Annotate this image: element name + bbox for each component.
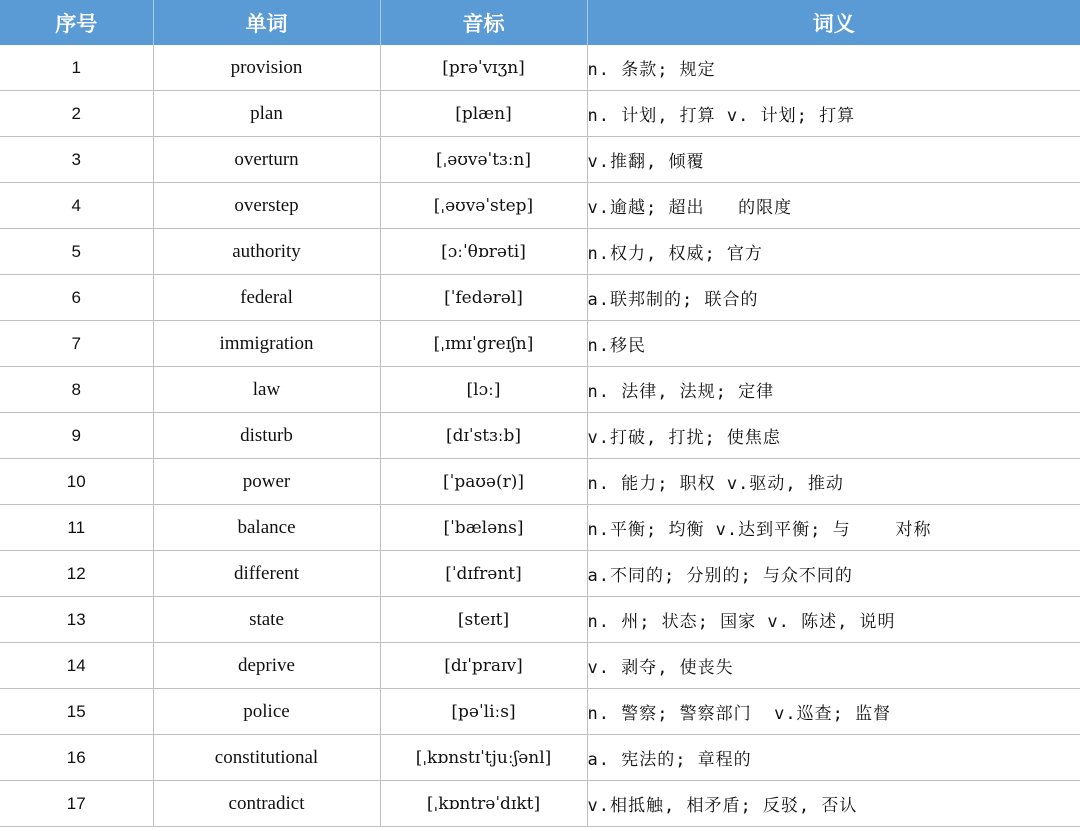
table-row <box>0 689 1080 735</box>
header-no: 序号 <box>0 0 153 45</box>
row-number: 5 <box>0 229 153 275</box>
table-row <box>0 459 1080 505</box>
row-number: 17 <box>0 781 153 827</box>
header-row <box>0 0 1080 45</box>
row-meaning: n. 条款; 规定 <box>587 45 1080 91</box>
row-number: 13 <box>0 597 153 643</box>
row-word: provision <box>153 45 380 91</box>
table-row <box>0 229 1080 275</box>
row-number: 3 <box>0 137 153 183</box>
row-number: 6 <box>0 275 153 321</box>
row-word: state <box>153 597 380 643</box>
row-phonetic: [plæn] <box>380 91 587 137</box>
header-word: 单词 <box>153 0 380 45</box>
row-meaning: a.联邦制的; 联合的 <box>587 275 1080 321</box>
row-meaning: v.打破, 打扰; 使焦虑 <box>587 413 1080 459</box>
table-row <box>0 597 1080 643</box>
row-phonetic: [dɪˈpraɪv] <box>380 643 587 689</box>
row-word: disturb <box>153 413 380 459</box>
table-row <box>0 137 1080 183</box>
row-number: 16 <box>0 735 153 781</box>
row-phonetic: [dɪˈstɜːb] <box>380 413 587 459</box>
row-number: 4 <box>0 183 153 229</box>
row-word: constitutional <box>153 735 380 781</box>
table-row <box>0 505 1080 551</box>
row-number: 9 <box>0 413 153 459</box>
table-row <box>0 45 1080 91</box>
row-meaning: n. 警察; 警察部门 v.巡查; 监督 <box>587 689 1080 735</box>
row-meaning: n. 计划, 打算 v. 计划; 打算 <box>587 91 1080 137</box>
table-row <box>0 367 1080 413</box>
row-number: 12 <box>0 551 153 597</box>
table-row <box>0 781 1080 827</box>
row-word: law <box>153 367 380 413</box>
row-word: overstep <box>153 183 380 229</box>
row-phonetic: [ˈfedərəl] <box>380 275 587 321</box>
row-word: overturn <box>153 137 380 183</box>
row-meaning: v.相抵触, 相矛盾; 反驳, 否认 <box>587 781 1080 827</box>
row-meaning: a. 宪法的; 章程的 <box>587 735 1080 781</box>
table-row <box>0 643 1080 689</box>
row-meaning: n. 法律, 法规; 定律 <box>587 367 1080 413</box>
row-meaning: n.平衡; 均衡 v.达到平衡; 与 对称 <box>587 505 1080 551</box>
row-number: 7 <box>0 321 153 367</box>
row-word: authority <box>153 229 380 275</box>
row-phonetic: [ˌəʊvəˈstep] <box>380 183 587 229</box>
row-meaning: v.逾越; 超出 的限度 <box>587 183 1080 229</box>
row-word: police <box>153 689 380 735</box>
row-number: 8 <box>0 367 153 413</box>
row-phonetic: [pəˈliːs] <box>380 689 587 735</box>
header-ipa: 音标 <box>380 0 587 45</box>
row-meaning: n. 州; 状态; 国家 v. 陈述, 说明 <box>587 597 1080 643</box>
header-meaning: 词义 <box>587 0 1080 45</box>
row-word: contradict <box>153 781 380 827</box>
row-word: balance <box>153 505 380 551</box>
row-phonetic: [ɔːˈθɒrəti] <box>380 229 587 275</box>
row-phonetic: [ˌkɒnstɪˈtjuːʃənl] <box>380 735 587 781</box>
row-meaning: v.推翻, 倾覆 <box>587 137 1080 183</box>
table-row <box>0 275 1080 321</box>
row-phonetic: [ˌəʊvəˈtɜːn] <box>380 137 587 183</box>
table-row <box>0 735 1080 781</box>
row-phonetic: [ˈdɪfrənt] <box>380 551 587 597</box>
row-number: 15 <box>0 689 153 735</box>
table-row <box>0 413 1080 459</box>
row-word: power <box>153 459 380 505</box>
row-word: federal <box>153 275 380 321</box>
row-word: different <box>153 551 380 597</box>
row-number: 14 <box>0 643 153 689</box>
table-row <box>0 321 1080 367</box>
table-body <box>0 45 1080 827</box>
row-phonetic: [prəˈvɪʒn] <box>380 45 587 91</box>
row-phonetic: [ˌkɒntrəˈdɪkt] <box>380 781 587 827</box>
row-phonetic: [ˌɪmɪˈgreɪʃn] <box>380 321 587 367</box>
table-row <box>0 183 1080 229</box>
row-word: immigration <box>153 321 380 367</box>
row-number: 1 <box>0 45 153 91</box>
row-meaning: n. 能力; 职权 v.驱动, 推动 <box>587 459 1080 505</box>
row-number: 2 <box>0 91 153 137</box>
row-number: 11 <box>0 505 153 551</box>
table-row <box>0 551 1080 597</box>
table-header <box>0 0 1080 45</box>
table-row <box>0 91 1080 137</box>
row-phonetic: [ˈpaʊə(r)] <box>380 459 587 505</box>
row-meaning: n.移民 <box>587 321 1080 367</box>
row-meaning: a.不同的; 分别的; 与众不同的 <box>587 551 1080 597</box>
row-phonetic: [steɪt] <box>380 597 587 643</box>
row-word: plan <box>153 91 380 137</box>
row-phonetic: [ˈbæləns] <box>380 505 587 551</box>
row-phonetic: [lɔː] <box>380 367 587 413</box>
row-number: 10 <box>0 459 153 505</box>
row-meaning: v. 剥夺, 使丧失 <box>587 643 1080 689</box>
row-word: deprive <box>153 643 380 689</box>
row-meaning: n.权力, 权威; 官方 <box>587 229 1080 275</box>
